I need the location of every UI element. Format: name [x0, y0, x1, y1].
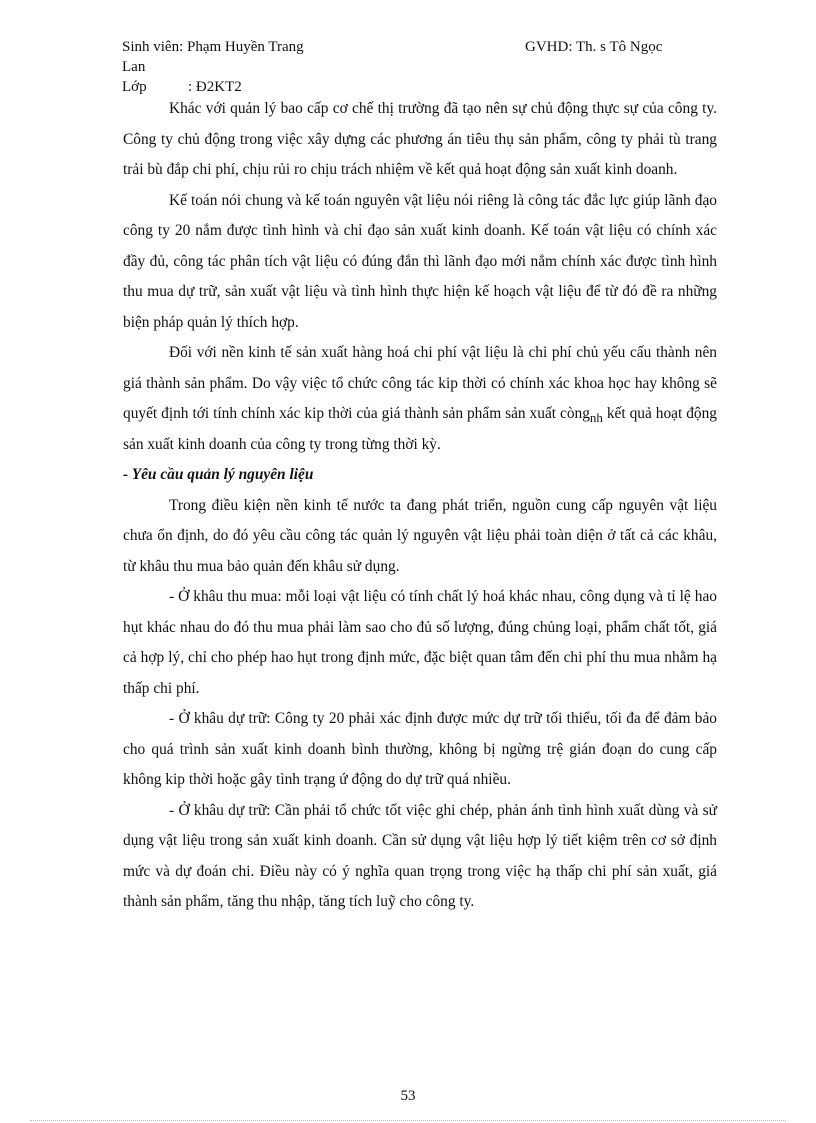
- paragraph-3-subscript: nh: [589, 410, 603, 425]
- header-supervisor-cont: Lan: [122, 59, 146, 75]
- paragraph-7: - Ở khâu dự trữ: Cần phải tổ chức tốt việc ghi chép, phản ánh tình hình xuất dùng và sử dụng vật liệu trong sản xuất kinh doanh. Cần sử dụng vật liệu hợp lý tiết kiệm trên cơ sở định mức và dự đoán chi. Điều này có ý nghĩa quan trọng trong việc hạ thấp chi phí sản xuất, giá thành sản phẩm, tăng thu nhập, tăng tích luỹ cho công ty.: [123, 801, 717, 910]
- page-number: 53: [400, 1088, 416, 1104]
- body-text: [123, 94, 717, 918]
- class-label: Lớp: [122, 79, 147, 95]
- paragraph-3: [123, 338, 717, 460]
- paragraph-6: - Ở khâu dự trữ: Công ty 20 phải xác định được mức dự trữ tối thiểu, tối đa để đảm bảo cho quá trình sản xuất kinh doanh bình thường, không bị ngừng trệ gián đoạn do cung cấp không kip thời hoặc gây tình trạng ứ động do dự trữ quá nhiều.: [123, 710, 717, 788]
- paragraph-1: Khác với quản lý bao cấp cơ chế thị trường đã tạo nên sự chủ động thực sự của công ty. Công ty chủ động trong việc xây dựng các phương án tiêu thụ sản phẩm, công ty phải tù trang trải bù đắp chi phí, chịu rủi ro chịu trách nhiệm về kết quả hoạt động sản xuất kinh doanh.: [123, 100, 717, 178]
- header-supervisor: GVHD: Th. s Tô Ngọc: [525, 39, 663, 55]
- bottom-divider: [30, 1120, 786, 1121]
- class-value: : Đ2KT2: [188, 79, 242, 95]
- paragraph-5: - Ở khâu thu mua: mỗi loại vật liệu có tính chất lý hoá khác nhau, công dụng và tỉ lệ hao hụt khác nhau do đó thu mua phải làm sao cho đủ số lượng, đúng chủng loại, phẩm chất tốt, giá cả hợp lý, chỉ cho phép hao hụt trong định mức, đặc biệt quan tâm đến chi phí thu mua nhằm hạ thấp chi phí.: [123, 588, 717, 697]
- paragraph-3-part-a: Đối với nền kinh tế sản xuất hàng hoá chi phí vật liệu là chi phí chủ yếu cấu thành nên giá thành sản phẩm. Do vậy việc tổ chức công tác kip thời có chính xác khoa học hay không sẽ quyết định tới tính chính xác kip thời của giá thành sản phẩm sản xuất còng: [123, 344, 717, 422]
- header-student: Sinh viên: Phạm Huyền Trang: [122, 39, 304, 55]
- paragraph-4: Trong điều kiện nền kinh tế nước ta đang phát triển, nguồn cung cấp nguyên vật liệu chưa ổn định, do đó yêu cầu công tác quản lý nguyên vật liệu phải toàn diện ở tất cả các khâu, từ khâu thu mua bảo quản đến khâu sử dụng.: [123, 496, 717, 575]
- paragraph-3-part-b: kết quả hoạt động sản xuất kinh doanh của công ty trong từng thời kỳ.: [123, 405, 717, 453]
- section-heading: - Yêu cầu quản lý nguyên liệu: [123, 466, 314, 483]
- paragraph-2: Kế toán nói chung và kế toán nguyên vật liệu nói riêng là công tác đắc lực giúp lãnh đạo công ty 20 nắm được tình hình và chỉ đạo sản xuất kinh doanh. Kế toán vật liệu có chính xác đầy đủ, công tác phân tích vật liệu có đúng đắn thì lãnh đạo mới nắm chính xác được tình hình thu mua dự trữ, sản xuất vật liệu và tình hình thực hiện kế hoạch vật liệu để từ đó đề ra những biện pháp quản lý thích hợp.: [123, 191, 717, 331]
